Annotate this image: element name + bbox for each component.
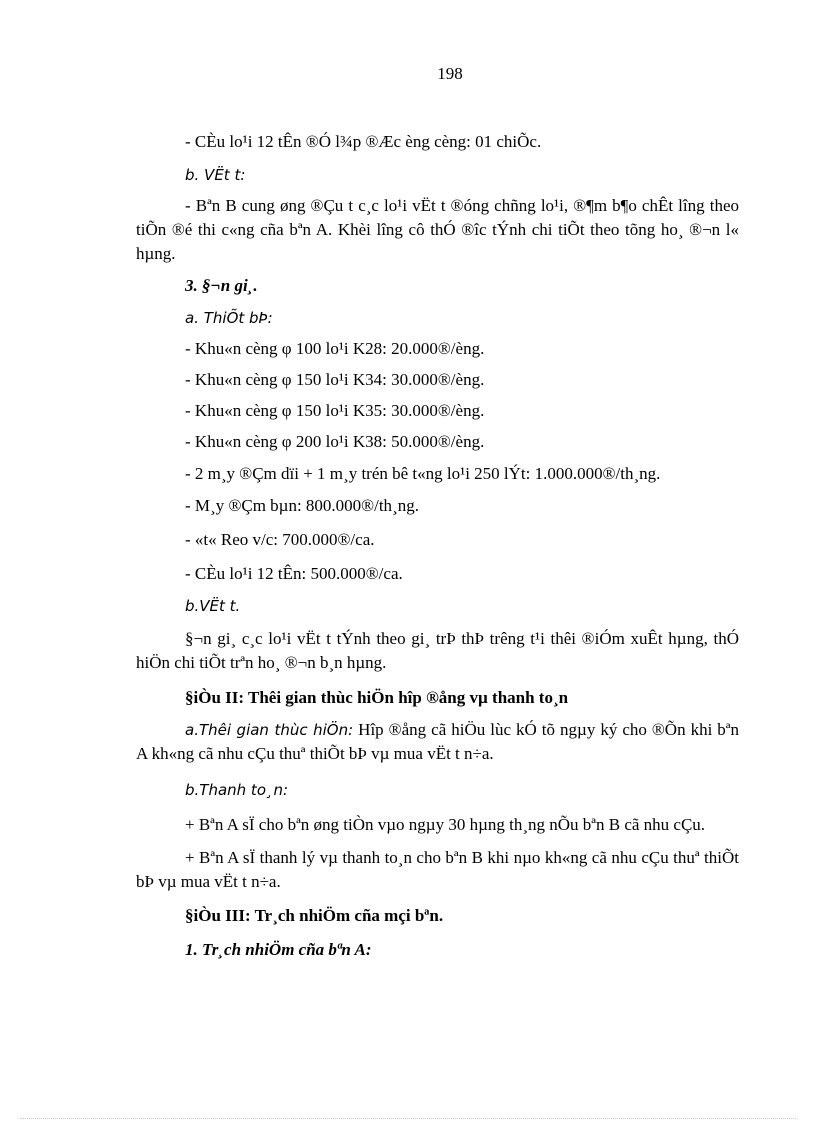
section-3-title: 3. §¬n gi¸. [185,276,258,295]
price-item-2: - Khu«n cèng φ 150 lo¹i K34: 30.000®/èng. [185,370,485,389]
price-item-3: - Khu«n cèng φ 150 lo¹i K35: 30.000®/èng. [185,401,485,420]
page-bottom-border [20,1118,796,1119]
execution-time-paragraph: a.Thêi gian thùc hiÖn: Hîp ®ång cã hiÖu lùc kÓ tõ ngµy ký cho ®Õn khi bªn A kh«ng cã nhu cÇu thuª thiÕt bÞ vµ mua vËt t n÷a. [136,720,739,763]
price-item-4: - Khu«n cèng φ 200 lo¹i K38: 50.000®/èng. [185,432,485,451]
payment-item-1: + Bªn A sÏ cho bªn øng tiÒn vµo ngµy 30 hµng th¸ng nÕu bªn B cã nhu cÇu. [185,815,706,834]
section-b-payment: b.Thanh to¸n: [185,781,289,799]
section-b-materials: b. VËt t: [185,166,246,184]
article-2-title: §iÒu II: Thêi gian thùc hiÖn hîp ®ång vµ thanh to¸n [185,688,569,707]
materials-paragraph: - Bªn B cung øng ®Çu t c¸c lo¹i vËt t ®óng chñng lo¹i, ®¶m b¶o chÊt lîng theo tiÕn ®é thi c«ng cña bªn A. Khèi lîng cô thÓ ®îc tÝnh chi tiÕt theo tõng ho¸ ®¬n l« hµng. [136,196,739,263]
section-a-equipment: a. ThiÕt bÞ: [185,309,273,327]
section-b-materials-2: b.VËt t. [185,597,241,615]
materials-price-paragraph: §¬n gi¸ c¸c lo¹i vËt t tÝnh theo gi¸ trÞ thÞ trêng t¹i thêi ®iÓm xuÊt hµng, thÓ hiÖn chi tiÕt trªn ho¸ ®¬n b¸n hµng. [136,629,739,672]
price-item-8: - CÈu lo¹i 12 tÊn: 500.000®/ca. [185,564,403,583]
party-a-responsibility-title: 1. Tr¸ch nhiÖm cña bªn A: [185,940,372,959]
crane-line: - CÈu lo¹i 12 tÊn ®Ó l¾p ®Æc èng cèng: 01 chiÕc. [185,132,542,151]
article-3-title: §iÒu III: Tr¸ch nhiÖm cña mçi bªn. [185,906,444,925]
execution-time-label: a.Thêi gian thùc hiÖn: [185,721,354,739]
payment-item-2: + Bªn A sÏ thanh lý vµ thanh to¸n cho bªn B khi nµo kh«ng cã nhu cÇu thuª thiÕt bÞ vµ mua vËt t n÷a. [136,848,739,891]
price-item-1: - Khu«n cèng φ 100 lo¹i K28: 20.000®/èng. [185,339,485,358]
price-item-6: - M¸y ®Çm bµn: 800.000®/th¸ng. [185,496,419,515]
price-item-7: - «t« Reo v/c: 700.000®/ca. [185,530,375,549]
price-item-5: - 2 m¸y ®Çm dïi + 1 m¸y trén bê t«ng lo¹i 250 lÝt: 1.000.000®/th¸ng. [185,464,661,483]
page-number: 198 [437,64,463,83]
